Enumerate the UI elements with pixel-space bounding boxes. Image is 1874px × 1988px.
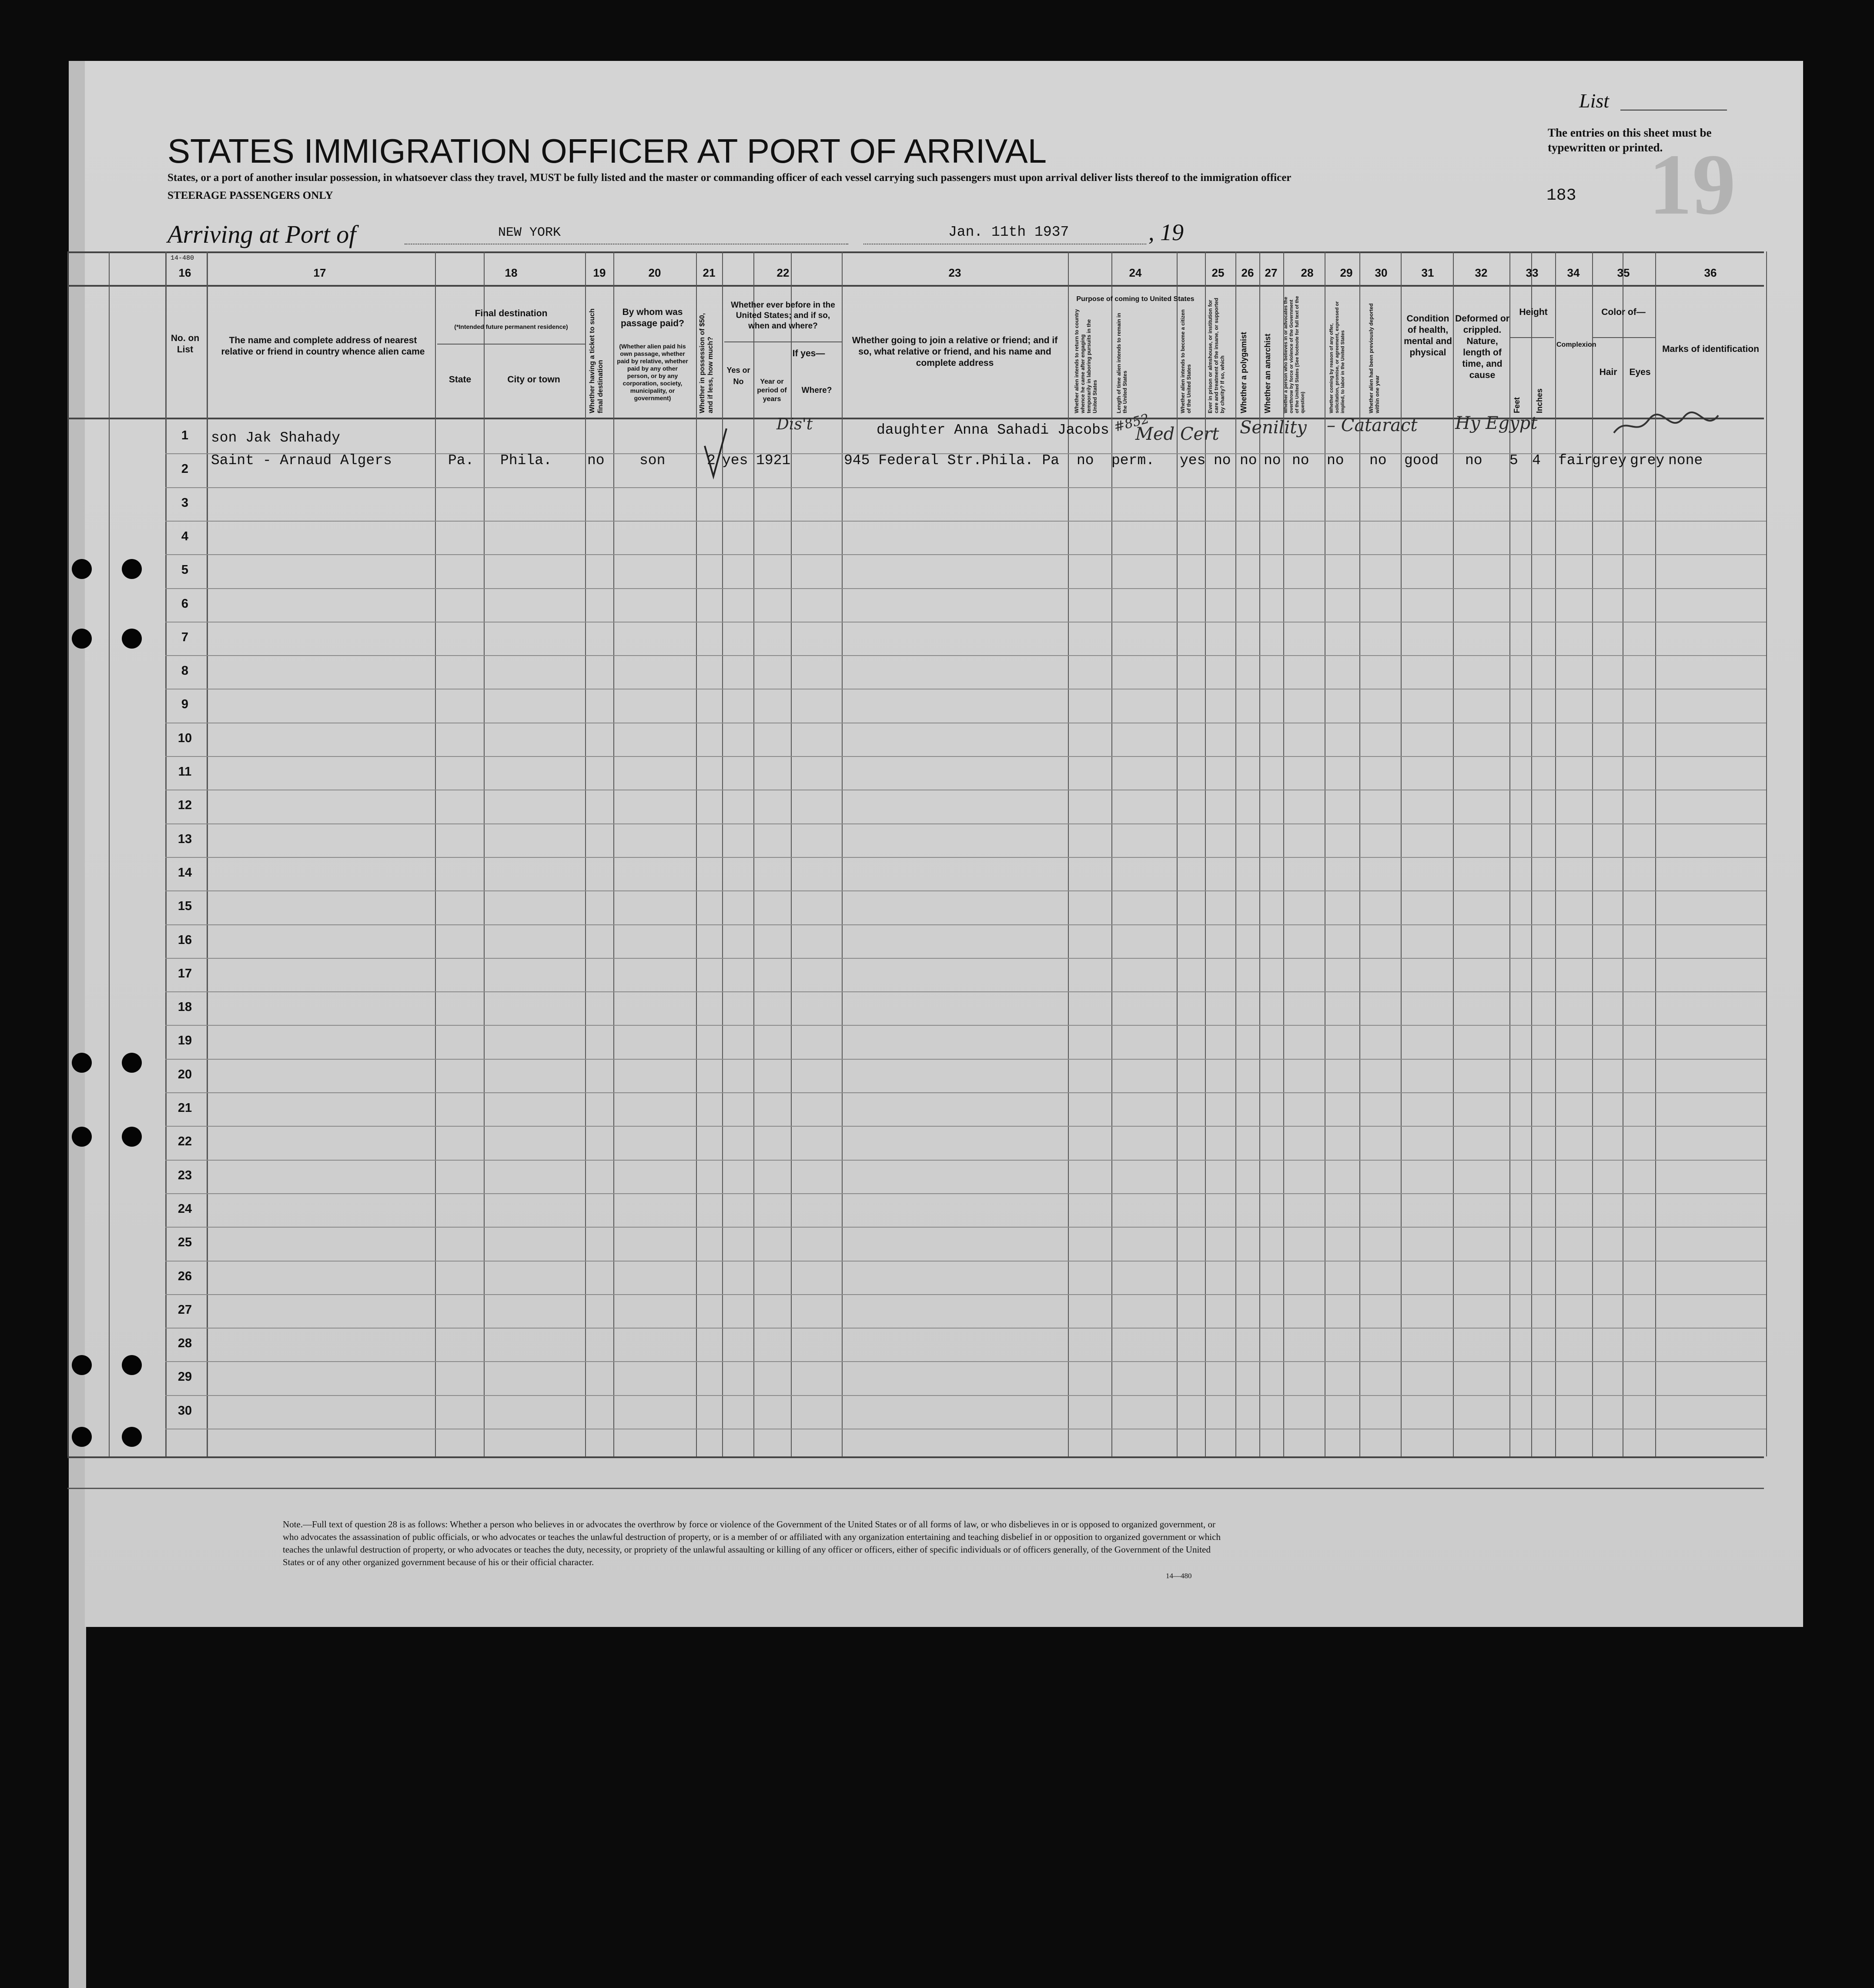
header-feet: Feet — [1513, 397, 1521, 413]
handwritten-med-cert: Med Cert — [1135, 424, 1219, 444]
column-number: 21 — [703, 266, 716, 279]
header-hair: Hair — [1599, 367, 1617, 377]
header-overthrow: Whether a person who believes in or advocates the overthrow by force or violence of the Government of the United States (See footnote for full text of the question) — [1283, 296, 1305, 413]
header-yes-no: Yes or No — [726, 366, 750, 386]
port-value: NEW YORK — [498, 225, 561, 240]
year-suffix: , 19 — [1148, 219, 1184, 245]
row-number: 14 — [177, 865, 192, 880]
header-final-destination: Final destination — [475, 308, 548, 318]
date-value: Jan. 11th 1937 — [948, 224, 1069, 240]
row-number: 27 — [177, 1302, 192, 1317]
header-eyes: Eyes — [1629, 367, 1651, 377]
row-number: 30 — [177, 1403, 192, 1418]
destination-state: Pa. — [448, 452, 474, 469]
row-rule — [165, 588, 1766, 589]
money-value: 2 — [707, 452, 716, 469]
header-marks: Marks of identification — [1662, 344, 1759, 354]
row-number: 2 — [181, 462, 189, 476]
year-value: 1921 — [756, 452, 791, 469]
header-complexion: Complexion — [1556, 341, 1596, 348]
column-number: 24 — [1129, 266, 1142, 279]
punch-hole — [122, 1127, 142, 1147]
header-inches: Inches — [1535, 388, 1544, 413]
checkmark-stroke — [696, 424, 740, 489]
row-number: 21 — [177, 1101, 192, 1115]
handwritten-scribble — [1610, 411, 1723, 442]
row-rule — [165, 1261, 1766, 1262]
header-anarchist: Whether an anarchist — [1263, 333, 1272, 413]
header-no-on-list: No. on List — [171, 333, 200, 355]
row-number: 7 — [181, 630, 189, 644]
complexion-value: fair — [1558, 452, 1593, 469]
header-deported: Whether alien had been previously deported within one year — [1368, 303, 1380, 413]
column-rule — [484, 251, 485, 1456]
row-number: 18 — [177, 1000, 192, 1014]
row-rule — [165, 756, 1766, 757]
return-value: no — [1077, 452, 1094, 469]
polygamist-value: no — [1240, 452, 1257, 469]
entries-note: The entries on this sheet must be typewritten or printed. — [1548, 126, 1712, 154]
column-number: 23 — [948, 266, 961, 279]
row-number: 4 — [181, 529, 189, 543]
row-number: 10 — [177, 731, 192, 745]
list-number: 183 — [1546, 186, 1576, 205]
health-value: good — [1404, 452, 1439, 469]
punch-hole — [72, 559, 92, 579]
deported-value: no — [1369, 452, 1387, 469]
feet-value: 5 — [1509, 452, 1518, 469]
handwritten-dist: Dis't — [776, 415, 813, 433]
height-divider — [1510, 337, 1554, 338]
before-divider — [724, 341, 842, 342]
row-number: 17 — [177, 966, 192, 981]
ticket-value: no — [587, 452, 605, 469]
punch-hole — [122, 1355, 142, 1375]
header-height: Height — [1519, 307, 1548, 317]
inches-value: 4 — [1532, 452, 1541, 469]
row-rule — [165, 924, 1766, 925]
steerage-label: STEERAGE PASSENGERS ONLY — [167, 190, 333, 201]
column-rule — [165, 251, 167, 1456]
column-number: 34 — [1567, 266, 1580, 279]
header-relative: The name and complete address of nearest relative or friend in country whence alien came — [221, 335, 425, 357]
column-number: 19 — [593, 266, 606, 279]
joining-line-2: 945 Federal Str.Phila. Pa — [844, 452, 1060, 469]
table-bottom-rule — [67, 1456, 1764, 1458]
column-rule — [753, 251, 754, 1456]
relative-line-1: son Jak Shahady — [211, 430, 341, 446]
header-purpose: Purpose of coming to United States — [1076, 295, 1195, 303]
row-number: 3 — [181, 495, 189, 510]
column-number: 18 — [505, 266, 518, 279]
column-number: 30 — [1375, 266, 1388, 279]
row-rule — [165, 1361, 1766, 1362]
punch-hole — [72, 1053, 92, 1073]
page-title: STATES IMMIGRATION OFFICER AT PORT OF ARRIVAL — [167, 132, 1047, 170]
row-number: 9 — [181, 697, 189, 712]
row-number: 12 — [177, 798, 192, 813]
header-return: Whether alien intends to return to country whence he came after engaging temporarily in laboring pursuits in the United States — [1074, 309, 1098, 413]
arriving-label: Arriving at Port of — [167, 220, 356, 248]
header-where: Where? — [801, 386, 832, 395]
handwritten-senility: Senility — [1240, 418, 1307, 438]
header-offer: Whether coming by reason of any offer, solicitation, promise, or agreement, expressed or implied, to labor in the United States — [1329, 301, 1345, 413]
row-number: 13 — [177, 832, 192, 846]
column-number: 26 — [1241, 266, 1254, 279]
row-number: 24 — [177, 1202, 192, 1216]
column-rule — [207, 251, 208, 1456]
column-number: 35 — [1617, 266, 1630, 279]
row-rule — [165, 823, 1766, 824]
row-rule — [165, 1059, 1766, 1060]
header-subnote: States, or a port of another insular possession, in whatsoever class they travel, MUST be fully listed and the master or commanding officer of each vessel carrying such passengers must upon arrival deliver lists thereof to the immigration officer — [167, 172, 1292, 184]
row-number: 8 — [181, 664, 189, 678]
row-number: 23 — [177, 1168, 192, 1182]
row-number: 25 — [177, 1235, 192, 1250]
row-rule — [165, 1092, 1766, 1093]
row-rule — [165, 991, 1766, 992]
color-divider — [1592, 337, 1655, 338]
column-rule — [842, 251, 843, 1456]
column-number: 33 — [1526, 266, 1539, 279]
column-rule — [67, 251, 68, 1456]
column-rule — [1111, 251, 1112, 1456]
row-rule — [165, 1395, 1766, 1396]
row-number: 11 — [178, 765, 192, 779]
row-rule — [165, 521, 1766, 522]
footnote: Note.—Full text of question 28 is as follows: Whether a person who believes in or advocates the overthrow by force or violence of the Government of the United States or of all forms of law, or who disbelieves in or is opposed to organized government, or who advocates the assassination of public officials, or who advocates or teaches the unlawful destruction of property, or is a member of or affiliated with any organization entertaining and teaching disbelief in or opposition to organized government or which teaches the unlawful destruction of property, or who advocates or teaches the duty, necessity, or propriety of the unlawful assaulting or killing of any officer or officers, either of specific individuals or of officers generally, of the Government of the United States or of any other organized government because of his or their official character. — [283, 1519, 1221, 1567]
joining-line-1: daughter Anna Sahadi Jacobs — [877, 422, 1109, 438]
header-city: City or town — [507, 375, 560, 385]
relative-line-2: Saint - Arnaud Algers — [211, 452, 392, 469]
punch-hole — [122, 1427, 142, 1447]
row-rule — [165, 857, 1766, 858]
column-rule — [1453, 251, 1454, 1456]
row-rule — [165, 1294, 1766, 1295]
handwritten-cataract: – Cataract — [1327, 415, 1418, 435]
form-code: 14-480 — [171, 254, 194, 262]
row-rule — [165, 1227, 1766, 1228]
page-number-stamp: 19 — [1649, 137, 1736, 233]
column-number: 22 — [776, 266, 790, 279]
row-rule — [165, 1160, 1766, 1161]
hair-value: grey — [1592, 452, 1627, 469]
punch-hole — [72, 629, 92, 649]
final-destination-divider — [437, 344, 585, 345]
header-if-yes: If yes— — [792, 348, 825, 358]
row-number: 15 — [177, 899, 192, 914]
row-number: 6 — [181, 596, 189, 611]
row-rule — [165, 1328, 1766, 1329]
offer-value: no — [1327, 452, 1344, 469]
column-rule — [1235, 251, 1236, 1456]
header-health: Condition of health, mental and physical — [1404, 314, 1452, 358]
prison-value: no — [1214, 452, 1231, 469]
column-number: 25 — [1211, 266, 1225, 279]
eyes-value: grey — [1630, 452, 1665, 469]
row-rule — [165, 554, 1766, 555]
column-rule — [1766, 251, 1767, 1456]
anarchist-value: no — [1264, 452, 1281, 469]
column-rule — [109, 251, 110, 1456]
footnote-code: 14—480 — [1166, 1572, 1192, 1580]
column-number: 28 — [1301, 266, 1314, 279]
header-passage-sub: (Whether alien paid his own passage, whether paid by relative, whether paid by any other person, or by any corporation, society, municipality, or government) — [617, 343, 688, 402]
handwritten-signature: Hy Egypt — [1455, 413, 1538, 433]
row-number: 19 — [177, 1034, 192, 1048]
punch-hole — [122, 1053, 142, 1073]
footer-rule — [67, 1488, 1764, 1489]
length-value: perm. — [1111, 452, 1155, 469]
binder-strip — [69, 61, 86, 1988]
destination-city: Phila. — [500, 452, 552, 469]
row-rule — [165, 655, 1766, 656]
column-number: 29 — [1340, 266, 1353, 279]
column-rule — [585, 251, 586, 1456]
row-rule — [165, 1025, 1766, 1026]
row-number: 16 — [177, 933, 192, 947]
row-rule — [165, 487, 1766, 488]
header-passage: By whom was passage paid? — [621, 307, 684, 328]
row-number: 26 — [177, 1269, 192, 1283]
column-rule — [435, 251, 436, 1456]
row-number: 22 — [177, 1135, 192, 1149]
citizen-value: yes — [1180, 452, 1206, 469]
header-final-destination-sub: (*Intended future permanent residence) — [454, 323, 568, 330]
header-color-of: Color of— — [1601, 307, 1646, 317]
header-ticket: Whether having a ticket to such final destination — [589, 308, 604, 413]
row-number: 20 — [177, 1067, 192, 1081]
punch-hole — [122, 559, 142, 579]
marks-value: none — [1668, 452, 1703, 469]
header-prison: Ever in prison or almshouse, or institution for care and treatment of the insane, or supported by charity? If so, which — [1207, 298, 1225, 413]
row-rule — [165, 890, 1766, 891]
header-money: Whether in possession of $50, and if less, how much? — [699, 313, 714, 413]
header-state: State — [448, 375, 472, 385]
row-rule — [165, 1193, 1766, 1194]
deformed-value: no — [1465, 452, 1482, 469]
handwritten-number: #852 — [1112, 411, 1151, 435]
row-rule — [165, 1126, 1766, 1127]
overthrow-value: no — [1292, 452, 1309, 469]
column-number: 16 — [178, 266, 191, 279]
column-number: 31 — [1421, 266, 1434, 279]
row-number: 28 — [177, 1336, 192, 1351]
column-rule — [613, 251, 614, 1456]
column-number: 17 — [313, 266, 326, 279]
header-joining: Whether going to join a relative or friend; and if so, what relative or friend, and his name and complete address — [852, 335, 1058, 368]
column-number: 32 — [1475, 266, 1488, 279]
before-value: yes — [722, 452, 748, 469]
punch-hole — [72, 1127, 92, 1147]
punch-hole — [72, 1355, 92, 1375]
header-deformed: Deformed or crippled. Nature, length of time, and cause — [1455, 314, 1509, 380]
column-number: 36 — [1704, 266, 1717, 279]
row-number: 1 — [181, 428, 189, 442]
manifest-sheet — [85, 61, 1803, 1627]
column-number: 27 — [1265, 266, 1278, 279]
header-before: Whether ever before in the United States; and if so, when and where? — [731, 301, 835, 331]
punch-hole — [72, 1427, 92, 1447]
list-label: List — [1579, 90, 1610, 112]
header-citizen: Whether alien intends to become a citizen of the United States — [1180, 309, 1192, 413]
row-number: 29 — [177, 1370, 192, 1384]
header-year: Year or period of years — [757, 378, 787, 403]
punch-hole — [122, 629, 142, 649]
header-polygamist: Whether a polygamist — [1239, 331, 1248, 413]
row-rule — [165, 958, 1766, 959]
column-rule — [1555, 251, 1556, 1456]
column-rule — [1592, 251, 1593, 1456]
column-number: 20 — [648, 266, 661, 279]
row-number: 5 — [181, 563, 189, 577]
passage-paid-by: son — [639, 452, 666, 469]
row-rule — [165, 622, 1766, 623]
header-length: Length of time alien intends to remain in the United States — [1116, 313, 1128, 413]
